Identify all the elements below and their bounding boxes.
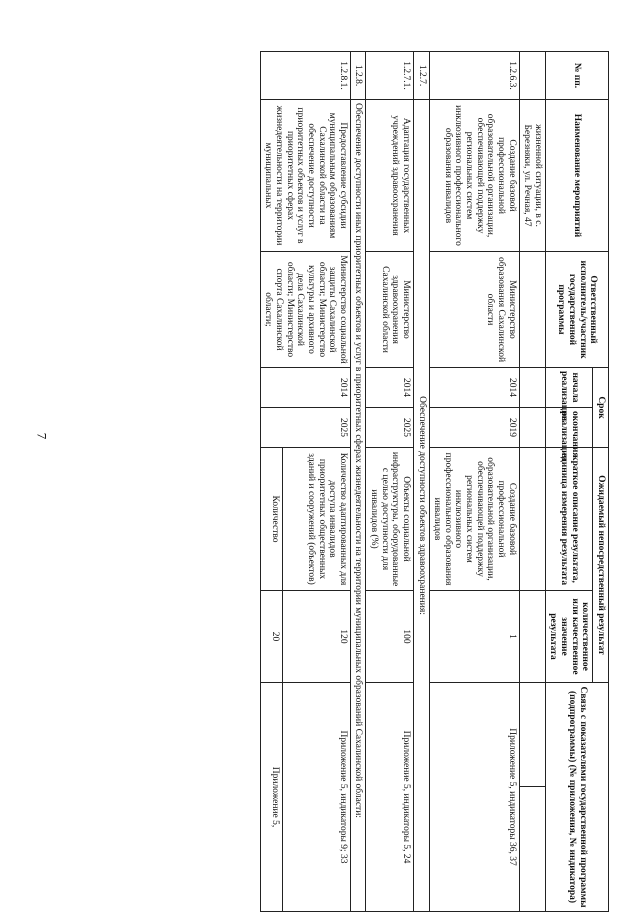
cell-name: Предоставление субсидии муниципальным образованиям Сахалинской области на обеспечение доступности приоритетных объектов и услуг в приоритетных сферах жизнедеятельности на территории муниципальных: [260, 100, 350, 252]
header-term-start: начала реализации: [545, 368, 593, 408]
cell-result-value: 1: [429, 591, 519, 683]
cell-link: Приложение 5, индикаторы 9; 33: [283, 683, 351, 912]
table-row-continuation: [519, 52, 545, 912]
rotated-table-page: [77, 51, 609, 911]
cell-num: 1.2.7.: [414, 52, 430, 100]
cell-name: Создание базовой профессиональной образовательной организации, обеспечивающей поддержку региональных систем инклюзивного профессионального образования инвалидов: [429, 100, 519, 252]
header-name: Наименование мероприятий: [545, 100, 608, 252]
section-heading: Обеспечение доступности иных приоритетных объектов и услуг в приоритетных сферах жизнедеятельности на территории муниципальных образований Сахалинской области:: [350, 100, 366, 912]
cell-link: Приложение 5, индикаторы 5, 24: [366, 683, 414, 912]
cell-num: 1.2.6.3.: [429, 52, 519, 100]
cell-result-desc: Количество: [260, 448, 282, 591]
cell-result-value: 100: [366, 591, 414, 683]
cell-start: 2014: [366, 368, 414, 408]
header-num: № пп.: [545, 52, 608, 100]
cell-end: 2025: [366, 408, 414, 448]
cell-end: 2019: [429, 408, 519, 448]
cell-result-value: 20: [260, 591, 282, 683]
cell-end: 2025: [260, 408, 350, 448]
cell-name: жизненной ситуации, в с. Березняки, ул. Речная, 47: [519, 100, 545, 252]
table-row-1-2-8: [350, 52, 366, 912]
header-term: Срок: [593, 368, 609, 448]
cell-result-desc: Создание базовой профессиональной образовательной организации, обеспечивающей поддержку региональных систем инклюзивного профессионального образования инвалидов: [429, 448, 519, 591]
cell-num: 1.2.8.: [350, 52, 366, 100]
section-heading: Обеспечение доступности объектов здравоохранения:: [414, 100, 430, 912]
measures-table: [260, 51, 609, 912]
header-result: Ожидаемый непосредственный результат: [593, 448, 609, 683]
cell-result-value: 120: [283, 591, 351, 683]
cell-executor: Министерство образования Сахалинской области: [429, 252, 519, 368]
cell-link: Приложение 5, индикаторы 36, 37: [429, 683, 519, 912]
cell-start: 2014: [429, 368, 519, 408]
table-row-1-2-6-3: [429, 52, 519, 912]
header-executor: Ответственный исполнитель/участник государственной программы: [545, 252, 608, 368]
cell-name: Адаптация государственных учреждений здравоохранения: [366, 100, 414, 252]
header-result-value: количественное или качественное значение результата: [545, 591, 593, 683]
cell-start: 2014: [260, 368, 350, 408]
cell-result-desc: Объекты социальной инфраструктуры, оборудованные с целью доступности для инвалидов (%): [366, 448, 414, 591]
header-result-desc: краткое описание результата, единица измерения результата: [545, 448, 593, 591]
table-row-1-2-7: [414, 52, 430, 912]
cell-num: 1.2.8.1.: [260, 52, 350, 100]
header-term-end: окончания реализации: [545, 408, 593, 448]
header-link: Связь с показателями государственной программы (подпрограммы) (№ приложения, № индикатора): [545, 683, 608, 912]
cell-executor: Министерство социальной защиты Сахалинской области; Министерство культуры и архивного дела Сахалинской области; Министерство спорта Сахалинской области;: [260, 252, 350, 368]
cell-executor: Министерство здравоохранения Сахалинской области: [366, 252, 414, 368]
table-row-1-2-7-1: [366, 52, 414, 912]
page-number: 7: [34, 432, 50, 440]
cell-result-desc: Количество адаптированных для доступа инвалидов приоритетных общественных зданий и сооружений (объектов): [283, 448, 351, 591]
table-row-1-2-8-1: [283, 52, 351, 912]
cell-link: Приложение 5,: [260, 683, 282, 912]
cell-num: 1.2.7.1.: [366, 52, 414, 100]
